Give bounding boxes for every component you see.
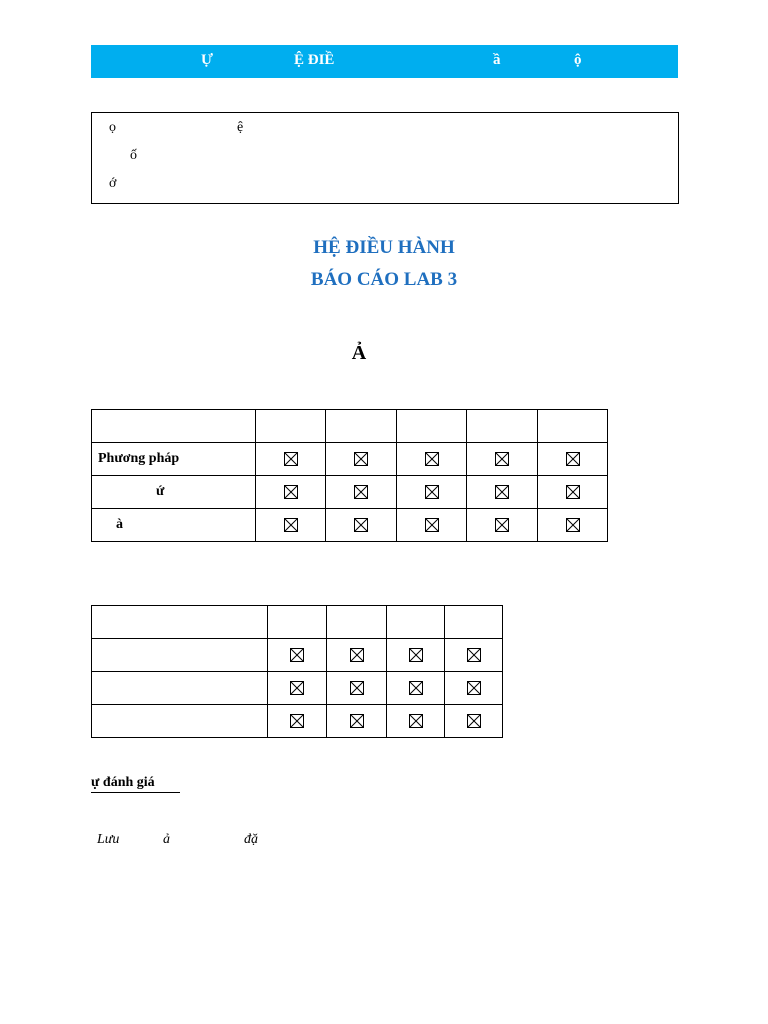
checkbox-crossed-icon[interactable] (354, 518, 368, 532)
table-cell (268, 672, 327, 705)
table-cell (387, 705, 445, 738)
checkbox-crossed-icon[interactable] (350, 714, 364, 728)
row-label (92, 672, 268, 705)
banner-text-1: Ự (201, 52, 213, 68)
table-row (92, 476, 608, 509)
header-banner (91, 45, 678, 78)
checkbox-crossed-icon[interactable] (495, 485, 509, 499)
checkbox-crossed-icon[interactable] (354, 485, 368, 499)
table-row (92, 509, 608, 542)
table-row (92, 606, 503, 639)
info-line2: ố (130, 148, 137, 163)
table-cell (467, 443, 538, 476)
table-cell (256, 509, 326, 542)
table-cell (268, 639, 327, 672)
checkbox-crossed-icon[interactable] (290, 681, 304, 695)
table-cell (387, 672, 445, 705)
checkbox-crossed-icon[interactable] (467, 714, 481, 728)
table-cell (327, 639, 387, 672)
checkbox-crossed-icon[interactable] (467, 681, 481, 695)
row-label (92, 606, 268, 639)
table-cell (467, 476, 538, 509)
table-cell (268, 606, 327, 639)
checkbox-crossed-icon[interactable] (566, 452, 580, 466)
checkbox-crossed-icon[interactable] (425, 518, 439, 532)
table-cell (256, 410, 326, 443)
table-cell (256, 443, 326, 476)
row-label: ứ (92, 476, 256, 509)
checkbox-crossed-icon[interactable] (354, 452, 368, 466)
table-cell (397, 410, 467, 443)
table-cell (538, 509, 608, 542)
checkbox-crossed-icon[interactable] (566, 485, 580, 499)
self-evaluation-label (91, 775, 155, 791)
table-cell (327, 705, 387, 738)
row-label (92, 639, 268, 672)
checkbox-crossed-icon[interactable] (425, 485, 439, 499)
underline-rule (91, 792, 180, 793)
checkbox-crossed-icon[interactable] (566, 518, 580, 532)
table-cell (268, 705, 327, 738)
checkbox-crossed-icon[interactable] (425, 452, 439, 466)
checkbox-crossed-icon[interactable] (409, 714, 423, 728)
table-cell (445, 606, 503, 639)
table-cell (387, 606, 445, 639)
evaluation-table-1 (91, 409, 608, 542)
table-cell (397, 476, 467, 509)
report-title: BÁO CÁO LAB 3 (310, 269, 458, 290)
info-line1-a: ọ (109, 120, 116, 135)
checkbox-crossed-icon[interactable] (350, 648, 364, 662)
table-cell (327, 672, 387, 705)
table-cell (326, 410, 397, 443)
table-cell (445, 639, 503, 672)
table-cell (326, 443, 397, 476)
note-word-2: ả (163, 832, 170, 847)
self-evaluation-text: ự đánh giá (91, 775, 155, 790)
info-box (91, 112, 679, 204)
table-cell (326, 476, 397, 509)
table-cell (326, 509, 397, 542)
checkbox-crossed-icon[interactable] (495, 452, 509, 466)
banner-text-3: ầ (493, 52, 501, 68)
checkbox-crossed-icon[interactable] (409, 648, 423, 662)
checkbox-crossed-icon[interactable] (290, 714, 304, 728)
table-row (92, 639, 503, 672)
checkbox-crossed-icon[interactable] (284, 485, 298, 499)
checkbox-crossed-icon[interactable] (350, 681, 364, 695)
row-label: Phương pháp (92, 443, 256, 476)
table-cell (445, 672, 503, 705)
table-cell (327, 606, 387, 639)
checkbox-crossed-icon[interactable] (467, 648, 481, 662)
table-cell (397, 509, 467, 542)
checkbox-crossed-icon[interactable] (409, 681, 423, 695)
course-title: HỆ ĐIỀU HÀNH (313, 237, 455, 258)
row-label (92, 705, 268, 738)
banner-text-2: Ệ ĐIỀ (294, 52, 335, 68)
table-cell (538, 476, 608, 509)
table-cell (467, 509, 538, 542)
row-label (92, 410, 256, 443)
checkbox-crossed-icon[interactable] (495, 518, 509, 532)
table-row (92, 443, 608, 476)
table-cell (387, 639, 445, 672)
table-cell (256, 476, 326, 509)
evaluation-table-2 (91, 605, 503, 738)
table-cell (538, 443, 608, 476)
table-cell (445, 705, 503, 738)
checkbox-crossed-icon[interactable] (284, 518, 298, 532)
banner-text-4: ộ (574, 52, 582, 68)
table-row (92, 410, 608, 443)
table-cell (467, 410, 538, 443)
section-heading: Ả (351, 342, 367, 364)
info-line3: ớ (109, 176, 117, 191)
table-row (92, 672, 503, 705)
checkbox-crossed-icon[interactable] (284, 452, 298, 466)
note-word-1: Lưu (97, 832, 120, 847)
note-word-3: đặ (244, 832, 258, 847)
checkbox-crossed-icon[interactable] (290, 648, 304, 662)
table-cell (538, 410, 608, 443)
table-row (92, 705, 503, 738)
row-label: à (92, 509, 256, 542)
info-line1-b: ệ (237, 120, 244, 135)
table-cell (397, 443, 467, 476)
